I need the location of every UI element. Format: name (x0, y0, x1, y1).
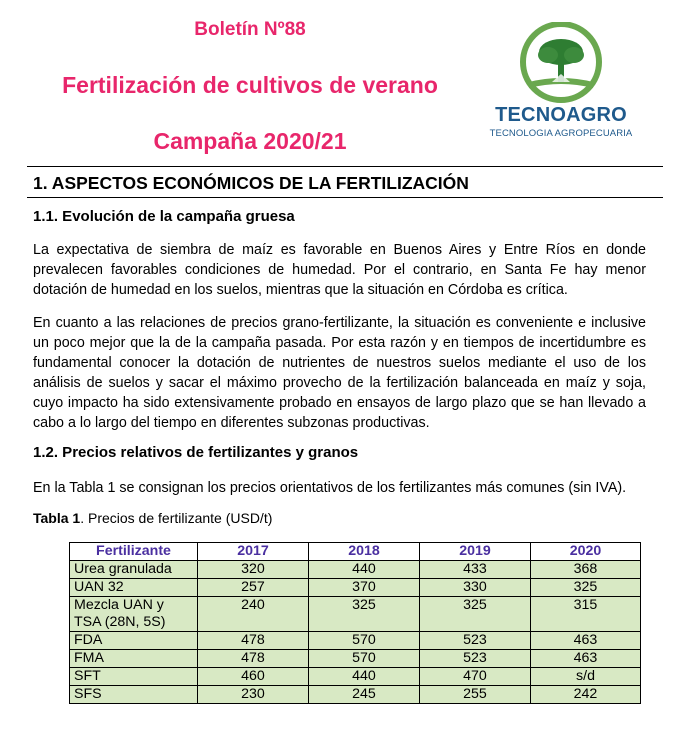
table-row (70, 597, 641, 632)
fertilizer-name-cell: FMA (70, 650, 198, 668)
column-header: Fertilizante (70, 543, 198, 561)
price-cell: 478 (198, 632, 309, 650)
price-cell: 433 (420, 561, 531, 579)
fertilizer-name-cell: Urea granulada (70, 561, 198, 579)
column-header: 2019 (420, 543, 531, 561)
table-caption (33, 510, 272, 526)
paragraph-2: En cuanto a las relaciones de precios grano-fertilizante, la situación es conveniente e inclusive un poco mejor que la de la campaña pasada. Por esta razón y en tiempos de incertidumbre es fundamental conocer la dotación de nutrientes de nuestros suelos mediante el uso de los análisis de suelos y sacar el máximo provecho de la fertilización balanceada en maíz y soja, cuyo impacto ha sido extensivamente probado en ensayos de largo plazo que se han llevado a cabo a lo largo del tiempo en diferentes subzonas productivas. (33, 315, 646, 431)
price-cell: 463 (531, 632, 641, 650)
table-header-row (70, 543, 641, 561)
bulletin-number: Boletín Nº88 (194, 19, 306, 40)
price-cell: 325 (531, 579, 641, 597)
price-cell: 460 (198, 668, 309, 686)
logo-wordmark: TECNOAGRO (495, 104, 627, 126)
fertilizer-name-cell: Mezcla UAN y TSA (28N, 5S) (70, 597, 198, 632)
logo-tree-icon (523, 24, 599, 100)
price-cell: 315 (531, 597, 641, 632)
table-row (70, 650, 641, 668)
section-divider (27, 197, 663, 198)
price-cell: 330 (420, 579, 531, 597)
price-cell: 570 (309, 632, 420, 650)
section-heading: 1. ASPECTOS ECONÓMICOS DE LA FERTILIZACIÓN (33, 173, 469, 193)
table-row (70, 632, 641, 650)
price-cell: 240 (198, 597, 309, 632)
paragraph-1: La expectativa de siembra de maíz es favorable en Buenos Aires y Entre Ríos en donde prevalecen favorables condiciones de humedad. Por el contrario, en Santa Fe hay menor dotación de humedad en los suelos, mientras que la situación en Córdoba es crítica. (33, 242, 646, 298)
table-row (70, 686, 641, 704)
price-cell: 370 (309, 579, 420, 597)
price-cell: 242 (531, 686, 641, 704)
fertilizer-name-cell: SFS (70, 686, 198, 704)
price-cell: 325 (309, 597, 420, 632)
campaign-label: Campaña 2020/21 (153, 128, 347, 154)
price-cell: 523 (420, 632, 531, 650)
table-row (70, 668, 641, 686)
paragraph-3: En la Tabla 1 se consignan los precios orientativos de los fertilizantes más comunes (sin IVA). (33, 480, 627, 496)
price-cell: 440 (309, 561, 420, 579)
document-title: Fertilización de cultivos de verano (62, 72, 438, 98)
price-cell: 320 (198, 561, 309, 579)
column-header: 2020 (531, 543, 641, 561)
price-cell: 255 (420, 686, 531, 704)
fertilizer-name-cell: UAN 32 (70, 579, 198, 597)
price-cell: 463 (531, 650, 641, 668)
price-cell: 245 (309, 686, 420, 704)
price-cell: 570 (309, 650, 420, 668)
subsection-heading-1-2: 1.2. Precios relativos de fertilizantes y granos (33, 444, 359, 461)
column-header: 2017 (198, 543, 309, 561)
price-cell: s/d (531, 668, 641, 686)
price-cell: 523 (420, 650, 531, 668)
price-cell: 325 (420, 597, 531, 632)
subsection-heading-1-1: 1.1. Evolución de la campaña gruesa (33, 208, 295, 225)
price-cell: 478 (198, 650, 309, 668)
header-divider (27, 166, 663, 167)
fertilizer-name-cell: SFT (70, 668, 198, 686)
price-cell: 257 (198, 579, 309, 597)
table-caption-text: . Precios de fertilizante (USD/t) (80, 510, 273, 526)
fertilizer-price-table (69, 542, 641, 704)
price-cell: 470 (420, 668, 531, 686)
table-row (70, 579, 641, 597)
fertilizer-name-cell: FDA (70, 632, 198, 650)
column-header: 2018 (309, 543, 420, 561)
table-row (70, 561, 641, 579)
price-cell: 440 (309, 668, 420, 686)
price-cell: 230 (198, 686, 309, 704)
table-caption-label: Tabla 1 (33, 510, 81, 526)
logo-tagline: TECNOLOGIA AGROPECUARIA (489, 128, 633, 139)
price-cell: 368 (531, 561, 641, 579)
